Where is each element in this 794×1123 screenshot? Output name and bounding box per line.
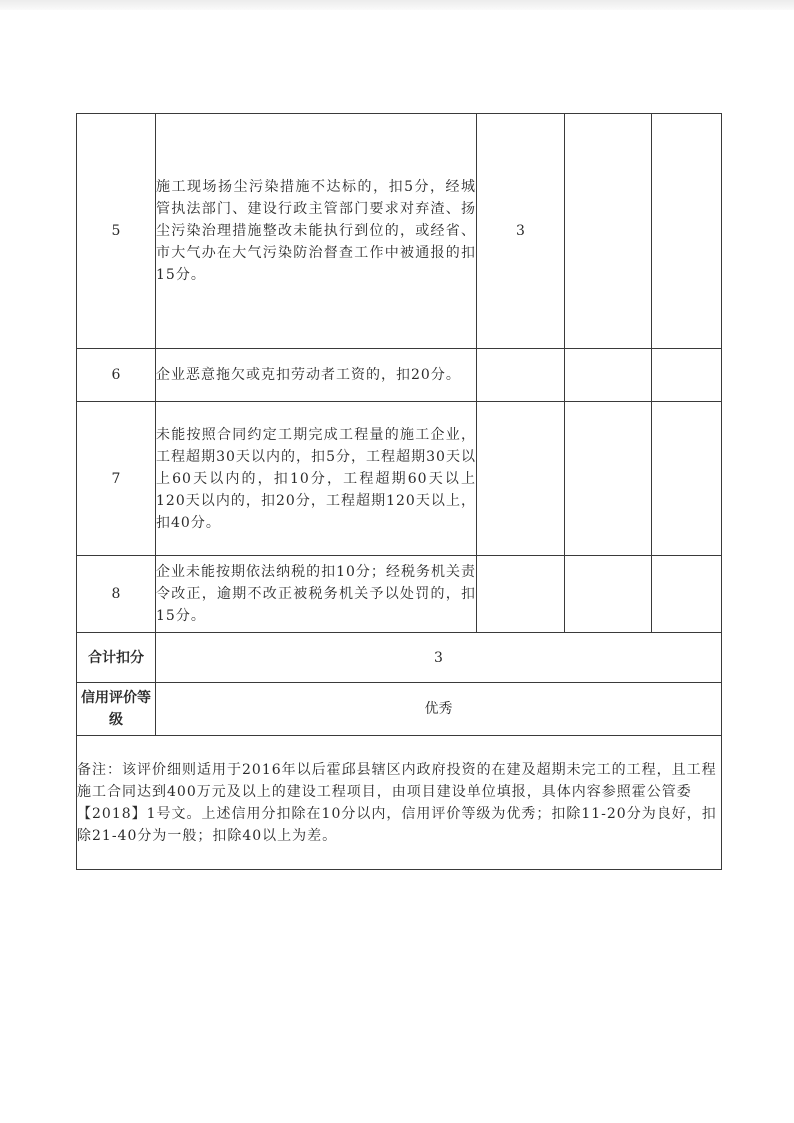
empty-cell <box>652 556 722 633</box>
empty-cell <box>652 114 722 349</box>
row-number: 6 <box>77 349 156 402</box>
credit-grade-value: 优秀 <box>156 683 722 736</box>
row-criteria: 施工现场扬尘污染措施不达标的，扣5分，经城管执法部门、建设行政主管部门要求对弃渣、扬尘污染治理措施整改未能执行到位的，或经省、市大气办在大气污染防治督查工作中被通报的扣15分。 <box>156 114 477 349</box>
scan-edge <box>0 0 794 10</box>
empty-cell <box>652 402 722 556</box>
row-deduction: 3 <box>477 114 565 349</box>
row-criteria: 未能按照合同约定工期完成工程量的施工企业，工程超期30天以内的，扣5分，工程超期30天以上60天以内的，扣10分，工程超期60天以上120天以内的，扣20分，工程超期120天以上，扣40分。 <box>156 402 477 556</box>
total-deduction-value: 3 <box>156 633 722 683</box>
row-deduction <box>477 402 565 556</box>
total-deduction-label: 合计扣分 <box>77 633 156 683</box>
empty-cell <box>565 402 652 556</box>
empty-cell <box>565 349 652 402</box>
total-row <box>77 633 722 683</box>
row-criteria: 企业恶意拖欠或克扣劳动者工资的，扣20分。 <box>156 349 477 402</box>
row-number: 8 <box>77 556 156 633</box>
row-criteria: 企业未能按期依法纳税的扣10分；经税务机关责令改正，逾期不改正被税务机关予以处罚的，扣15分。 <box>156 556 477 633</box>
credit-evaluation-table <box>76 113 722 870</box>
row-number: 7 <box>77 402 156 556</box>
table-row-8 <box>77 556 722 633</box>
grade-row <box>77 683 722 736</box>
table-row-7 <box>77 402 722 556</box>
credit-grade-label: 信用评价等级 <box>77 683 156 736</box>
table-row-6 <box>77 349 722 402</box>
empty-cell <box>652 349 722 402</box>
row-number: 5 <box>77 114 156 349</box>
row-deduction <box>477 556 565 633</box>
remarks-note: 备注：该评价细则适用于2016年以后霍邱县辖区内政府投资的在建及超期未完工的工程，且工程施工合同达到400万元及以上的建设工程项目，由项目建设单位填报，具体内容参照霍公管委【2018】1号文。上述信用分扣除在10分以内，信用评价等级为优秀；扣除11-20分为良好，扣除21-40分为一般；扣除40以上为差。 <box>77 736 722 870</box>
empty-cell <box>565 556 652 633</box>
row-deduction <box>477 349 565 402</box>
table-row-5 <box>77 114 722 349</box>
note-row <box>77 736 722 870</box>
empty-cell <box>565 114 652 349</box>
